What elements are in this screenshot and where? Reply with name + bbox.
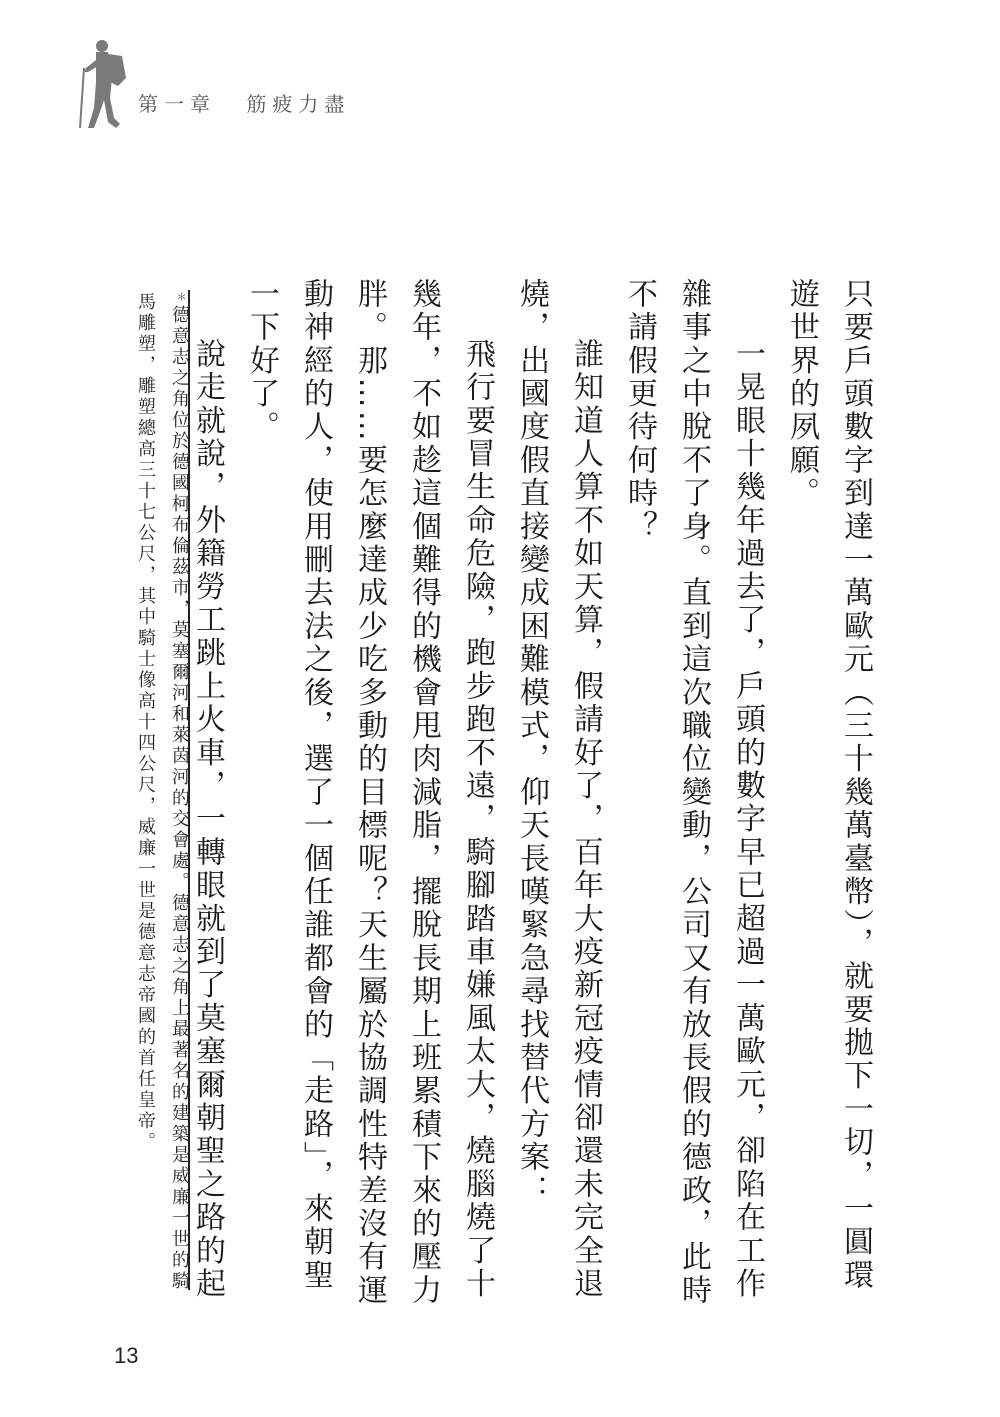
page-number: 13 (114, 1343, 139, 1368)
footnote (128, 292, 196, 1292)
footnote-text: 德意志之角位於德國柯布倫茲市，莫塞爾河和萊茵河的交會處。德意志之角上最著名的建築是威廉一世的騎馬雕塑，雕塑總高三十七公尺，其中騎士像高十四公尺，威廉一世是德意志帝國的首任皇帝。 (135, 292, 190, 1292)
chapter-number: 第一章 (138, 92, 216, 116)
footnote-marker: ＊ (174, 292, 185, 305)
paragraph: 只要戶頭數字到達一萬歐元（三十幾萬臺幣），就要拋下一切，一圓環遊世界的夙願。 (784, 278, 873, 1293)
paragraph: 飛行要冒生命危險，跑步跑不遠，騎腳踏車嫌風太大，燒腦燒了十幾年，不如趁這個難得的機會甩肉減脂，擺脫長期上班累積下來的壓力胖。那……要怎麼達成少吃多動的目標呢？天生屬於協調性特差沒有運動神經的人，使用刪去法之後，選了一個任誰都會的「走路」，來朝聖一下好了。 (244, 278, 495, 1308)
body-text (180, 278, 882, 1318)
paragraph: 一晃眼十幾年過去了，戶頭的數字早已超過一萬歐元，卻陷在工作雜事之中脫不了身。直到這次職位變動，公司又有放長假的德政，此時不請假更待何時？ (622, 278, 765, 1308)
paragraph: 說走就說，外籍勞工跳上火車，一轉眼就到了莫塞爾朝聖之路的起 (190, 338, 225, 1301)
chapter-header (66, 38, 386, 138)
chapter-name: 筋疲力盡 (246, 92, 351, 116)
hiker-silhouette-icon (72, 38, 132, 130)
paragraph: 誰知道人算不如天算，假請好了，百年大疫新冠疫情卻還未完全退燒，出國度假直接變成困難模式，仰天長嘆緊急尋找替代方案： (514, 278, 603, 1301)
chapter-title (138, 88, 350, 117)
